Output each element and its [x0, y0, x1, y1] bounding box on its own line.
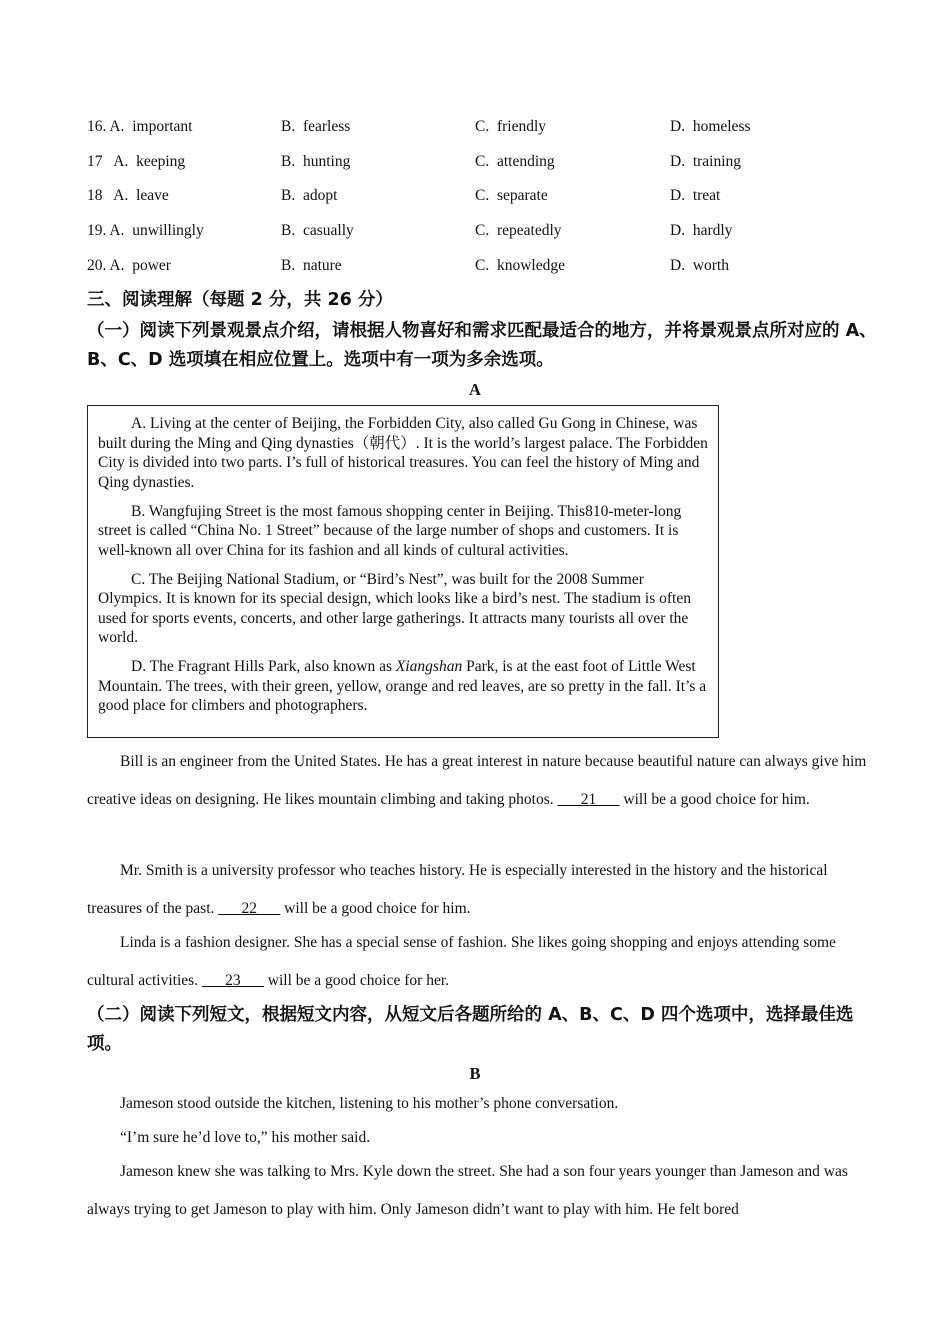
option-row-18	[87, 187, 887, 209]
answer-blank-23[interactable]: ___23___	[201, 971, 264, 989]
option-b: B. casually	[281, 222, 354, 239]
answer-blank-22[interactable]: ___22___	[218, 899, 281, 917]
question-22	[87, 852, 867, 927]
option-row-16	[87, 118, 887, 140]
story-paragraph: “I’m sure he’d love to,” his mother said.	[120, 1129, 371, 1146]
spot-d-post: Park, is at the east foot of Little West Mountain. The trees, with their green, yellow, orange and red leaves, are so pretty in the fall. It’s a good place for climbers and photographers.	[98, 658, 707, 714]
part2-instructions: （二）阅读下列短文，根据短文内容，从短文后各题所给的 A、B、C、D 四个选项中，选择最佳选项。	[87, 1005, 854, 1054]
question-23-text: Linda is a fashion designer. She has a special sense of fashion. She likes going shopping and enjoys attending some cultural activities.	[87, 934, 836, 989]
question-21-end: will be a good choice for him.	[619, 790, 810, 808]
option-a: 16. A. important	[87, 118, 193, 135]
option-row-19	[87, 222, 887, 244]
story-paragraph: Jameson knew she was talking to Mrs. Kyle down the street. She had a son four years younger than Jameson and was always trying to get Jameson to play with him. Only Jameson didn’t want to play with him. He felt bored	[87, 1163, 848, 1218]
spot-d-name: Xiangshan	[395, 658, 463, 675]
passage-label-a: A	[469, 380, 481, 399]
part1-instructions: （一）阅读下列景观景点介绍，请根据人物喜好和需求匹配最适合的地方，并将景观景点所对应的 A、B、C、D 选项填在相应位置上。选项中有一项为多余选项。	[87, 321, 877, 370]
spot-b: B. Wangfujing Street is the most famous shopping center in Beijing. This810-meter-long street is called “China No. 1 Street” because of the large number of shops and customers. It is well-known all over China for its fashion and all kinds of cultural activities.	[98, 502, 682, 559]
question-22-text: Mr. Smith is a university professor who teaches history. He is especially interested in the history and the historical treasures of the past.	[87, 862, 828, 917]
option-c: C. attending	[475, 153, 555, 170]
option-b: B. hunting	[281, 153, 351, 170]
option-c: C. repeatedly	[475, 222, 562, 239]
answer-blank-21[interactable]: ___21___	[557, 790, 620, 808]
spot-d-pre: D. The Fragrant Hills Park, also known as	[131, 658, 396, 675]
option-row-17	[87, 153, 887, 175]
option-a: 19. A. unwillingly	[87, 222, 204, 239]
option-c: C. friendly	[475, 118, 547, 135]
option-a: 20. A. power	[87, 257, 171, 274]
option-a: 18 A. leave	[87, 187, 169, 204]
spot-c: C. The Beijing National Stadium, or “Bird’s Nest”, was built for the 2008 Summer Olympics. It is known for its special design, which looks like a bird’s nest. The stadium is often used for sports events, concerts, and other large gatherings. It attracts many tourists all over the world.	[98, 570, 691, 646]
spot-a: A. Living at the center of Beijing, the Forbidden City, also called Gu Gong in Chinese, was built during the Ming and Qing dynasties（朝代）. It is the world’s largest palace. The Forbidden City is divided into two parts. I’s full of historical treasures. You can feel the history of Ming and Qing dynasties.	[98, 415, 708, 491]
option-d: D. worth	[670, 257, 729, 274]
question-23-end: will be a good choice for her.	[263, 971, 449, 989]
section-title: 三、阅读理解（每题 2 分，共 26 分）	[87, 290, 393, 310]
option-b: B. adopt	[281, 187, 338, 204]
passage-label-b: B	[469, 1064, 481, 1083]
spot-d	[98, 657, 708, 716]
option-c: C. separate	[475, 187, 548, 204]
question-22-end: will be a good choice for him.	[280, 899, 471, 917]
option-d: D. hardly	[670, 222, 733, 239]
story-paragraph: Jameson stood outside the kitchen, listening to his mother’s phone conversation.	[120, 1095, 619, 1112]
option-b: B. nature	[281, 257, 342, 274]
option-row-20	[87, 257, 887, 279]
question-21	[87, 743, 867, 818]
question-21-text: Bill is an engineer from the United States. He has a great interest in nature because beautiful nature can always give him creative ideas on designing. He likes mountain climbing and taking photos.	[87, 753, 867, 808]
option-d: D. homeless	[670, 118, 751, 135]
scenic-spots-box	[87, 405, 719, 738]
option-b: B. fearless	[281, 118, 351, 135]
option-d: D. treat	[670, 187, 721, 204]
option-c: C. knowledge	[475, 257, 565, 274]
option-d: D. training	[670, 153, 742, 170]
question-23	[87, 924, 867, 999]
option-a: 17 A. keeping	[87, 153, 186, 170]
